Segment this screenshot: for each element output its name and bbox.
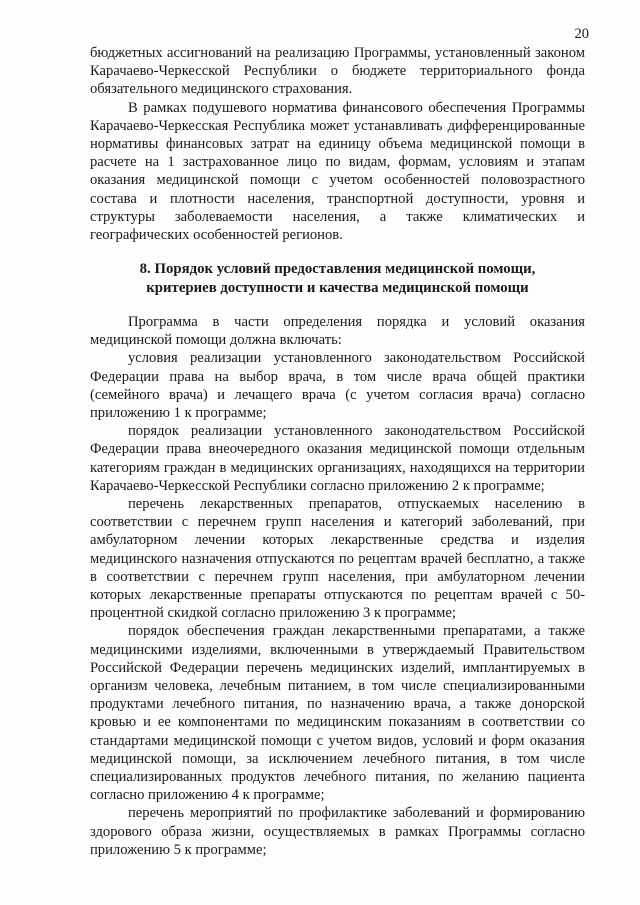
page-number: 20: [574, 26, 589, 42]
list-item-priority-care: порядок реализации установленного законодательством Российской Федерации права внеочередного оказания медицинской помощи отдельным категориям граждан в медицинских организациях, находящихся на территории Карачаево-Черкесской Республики согласно приложению 2 к программе;: [90, 423, 585, 494]
list-item-choice-of-doctor: условия реализации установленного законодательством Российской Федерации права на выбор врача, в том числе врача общей практики (семейного врача) и лечащего врача (с учетом согласия врача) согласно приложению 1 к программе;: [90, 350, 585, 422]
list-item-medicines-provision: порядок обеспечения граждан лекарственными препаратами, а также медицинскими изделиями, включенными в утверждаемый Правительством Российской Федерации перечень медицинских изделий, имплантируемых в организм человека, лечебным питанием, в том числе специализированными продуктами лечебного питания, по назначению врача, а также донорской кровью и ее компонентами по медицинским показаниям в соответствии со стандартами медицинской помощи с учетом видов, условий и форм оказания медицинской помощи, за исключением лечебного питания, в том числе специализированных продуктов лечебного питания, по желанию пациента согласно приложению 4 к программе;: [90, 623, 585, 804]
continued-paragraph: бюджетных ассигнований на реализацию Программы, установленный законом Карачаево-Черкесской Республики о бюджете территориального фонда обязательного медицинского страхования.: [90, 45, 585, 98]
section-lead-paragraph: Программа в части определения порядка и условий оказания медицинской помощи должна включать:: [90, 314, 585, 349]
section-body: [90, 313, 585, 859]
list-item-medicines-list: перечень лекарственных препаратов, отпускаемых населению в соответствии с перечнем групп населения и категорий заболеваний, при амбулаторном лечении которых лекарственные средства и изделия медицинского назначения отпускаются по рецептам врачей бесплатно, а также в соответствии с перечнем групп населения, при амбулаторном лечении которых лекарственные препараты отпускаются по рецептам врачей с 50-процентной скидкой согласно приложению 3 к программе;: [90, 496, 585, 622]
list-item-prevention: перечень мероприятий по профилактике заболеваний и формированию здорового образа жизни, осуществляемых в рамках Программы согласно приложению 5 к программе;: [90, 805, 585, 858]
section-heading-line-2: критериев доступности и качества медицинской помощи: [146, 280, 529, 296]
section-heading-line-1: 8. Порядок условий предоставления медицинской помощи,: [139, 261, 536, 277]
per-capita-norm-paragraph: В рамках подушевого норматива финансового обеспечения Программы Карачаево-Черкесская Республика может устанавливать дифференцированные нормативы финансовых затрат на единицу объема медицинской помощи в расчете на 1 застрахованное лицо по видам, формам, условиям и этапам оказания медицинской помощи с учетом особенностей половозрастного состава и плотности населения, транспортной доступности, уровня и структуры заболеваемости населения, а также климатических и географических особенностей регионов.: [90, 99, 585, 244]
intro-section: [90, 44, 585, 244]
section-heading: [90, 260, 585, 298]
